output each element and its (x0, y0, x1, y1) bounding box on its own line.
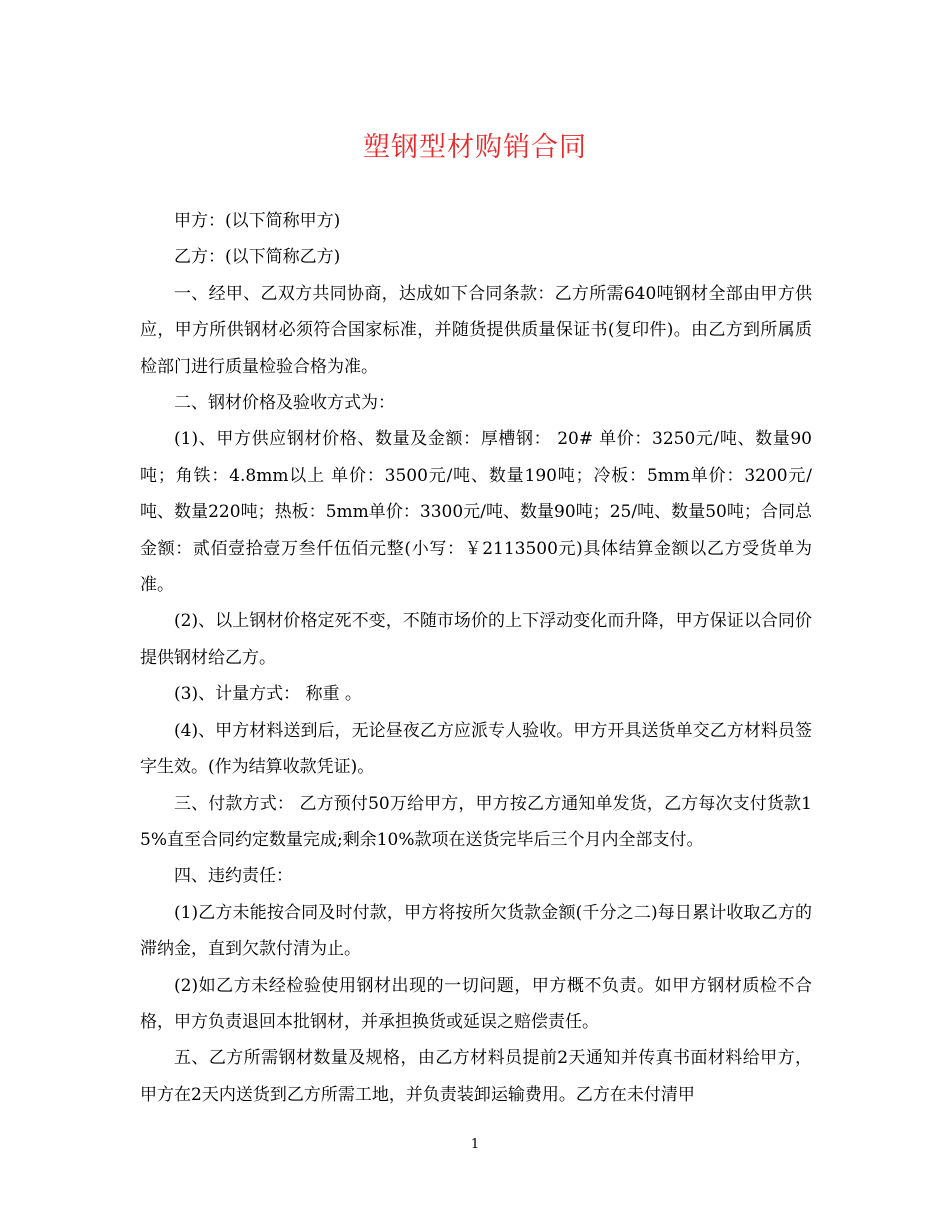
clause-4-item-1-late-fee: (1)乙方未能按合同及时付款，甲方将按所欠货款金额(千分之二)每日累计收取乙方的滞纳金，直到欠款付清为止。 (140, 902, 812, 960)
party-a-line: 甲方：(以下简称甲方) (174, 211, 341, 231)
clause-1-supply: 一、经甲、乙双方共同协商，达成如下合同条款：乙方所需640吨钢材全部由甲方供应，甲方所供钢材必须符合国家标准，并随货提供质量保证书(复印件)。由乙方到所属质检部门进行质量检验合格为准。 (140, 283, 812, 377)
document-title: 塑钢型材购销合同 (363, 132, 587, 163)
clause-2-item-3-measurement: (3)、计量方式： 称重 。 (174, 684, 362, 705)
clause-4-heading: 四、违约责任： (174, 866, 293, 887)
clause-2-item-2-fixed-price: (2)、以上钢材价格定死不变，不随市场价的上下浮动变化而升降，甲方保证以合同价提供钢材给乙方。 (140, 611, 812, 668)
clause-2-heading: 二、钢材价格及验收方式为： (174, 393, 395, 414)
document-body (140, 203, 812, 1113)
clause-3-payment: 三、付款方式： 乙方预付50万给甲方，甲方按乙方通知单发货，乙方每次支付货款15%直至合同约定数量完成;剩余10%款项在送货完毕后三个月内全部支付。 (140, 793, 812, 850)
clause-2-item-1-prices: (1)、甲方供应钢材价格、数量及金额：厚槽钢： 20# 单价：3250元/吨、数量90吨；角铁：4.8mm以上 单价：3500元/吨、数量190吨；冷板：5mm单价：3200元/吨、数量220吨；热板：5mm单价：3300元/吨、数量90吨；25/吨、数量50吨；合同总金额：贰佰壹拾壹万叁仟伍佰元整(小写：￥2113500元)具体结算金额以乙方受货单为准。 (140, 429, 812, 596)
clause-4-item-2-quality: (2)如乙方未经检验使用钢材出现的一切问题，甲方概不负责。如甲方钢材质检不合格，甲方负责退回本批钢材，并承担换货或延误之赔偿责任。 (140, 975, 812, 1032)
clause-2-item-4-acceptance: (4)、甲方材料送到后，无论昼夜乙方应派专人验收。甲方开具送货单交乙方材料员签字生效。(作为结算收款凭证)。 (140, 720, 812, 778)
page-number: 1 (470, 1137, 480, 1152)
clause-5-delivery: 五、乙方所需钢材数量及规格，由乙方材料员提前2天通知并传真书面材料给甲方，甲方在2天内送货到乙方所需工地，并负责装卸运输费用。乙方在未付清甲 (140, 1048, 812, 1105)
party-b-line: 乙方：(以下简称乙方) (174, 247, 341, 268)
